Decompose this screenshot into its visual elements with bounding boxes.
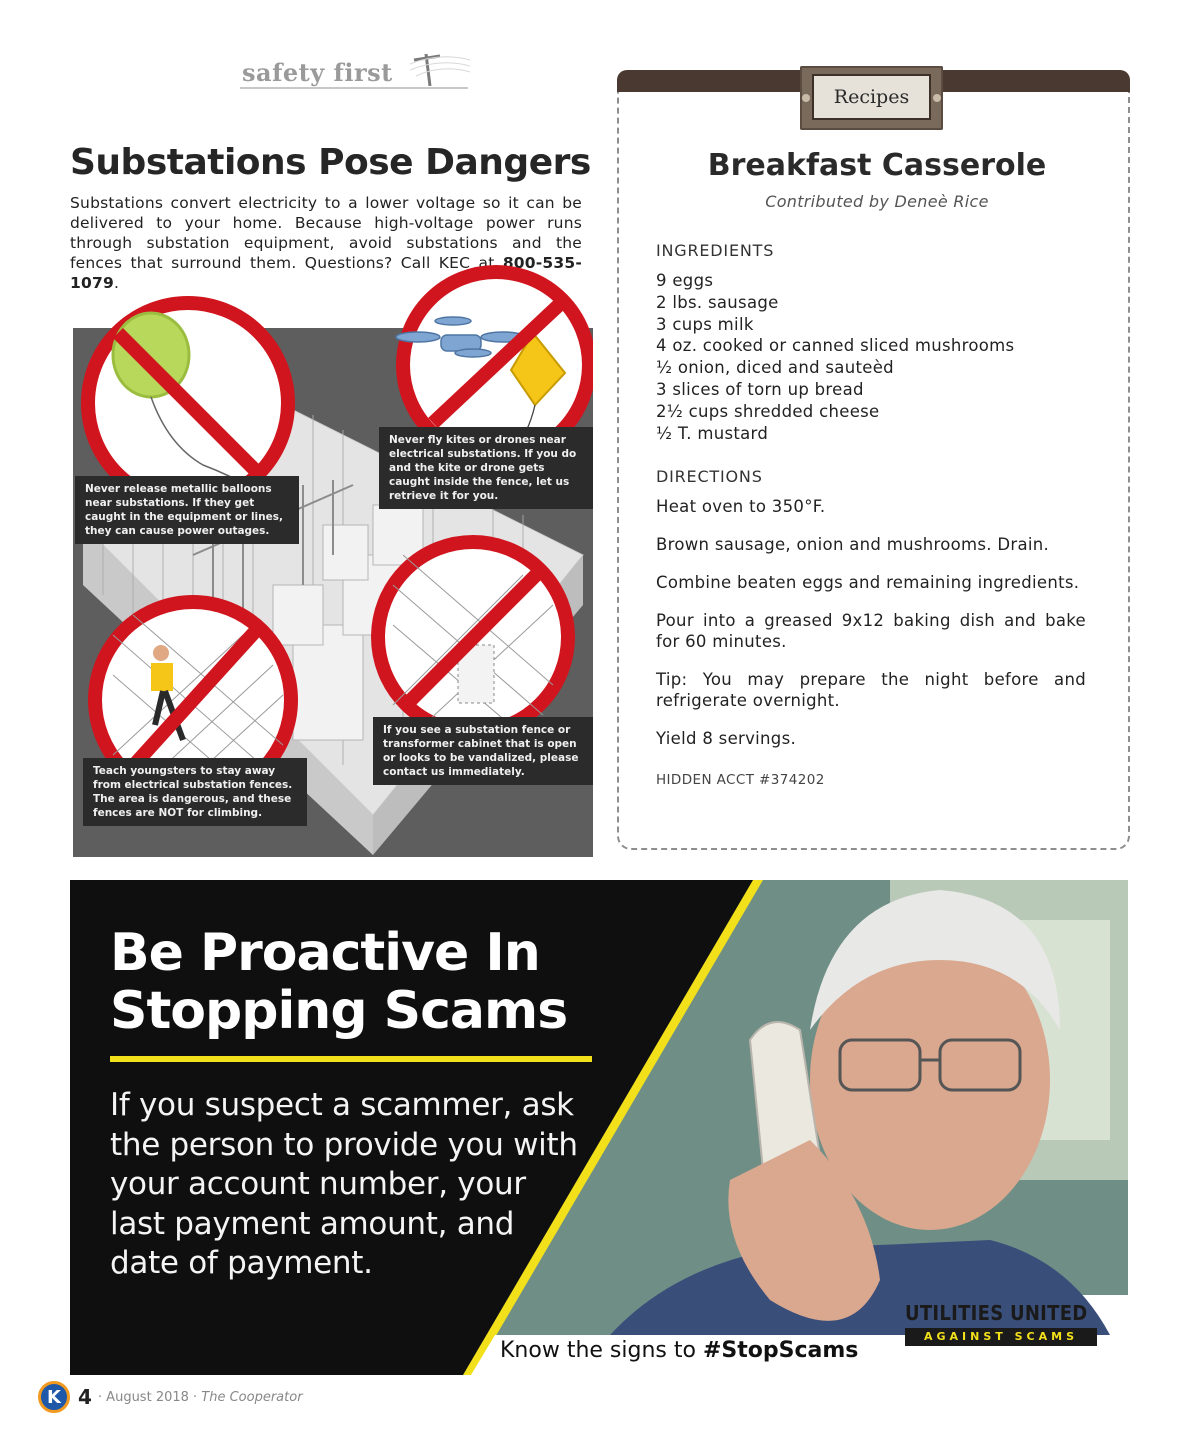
recipe-contributor: Contributed by Deneè Rice [765, 192, 989, 211]
substation-infographic [73, 255, 593, 857]
banner-title-line1: Be Proactive In [110, 923, 540, 983]
direction-step: Pour into a greased 9x12 baking dish and bake for 60 minutes. [656, 611, 1086, 651]
caption-kites: Never fly kites or drones near electrical substations. If you do and the kite or drone gets caught inside the fence, let us retrieve it for you. [379, 427, 593, 509]
recipe-tag-label-plate [812, 74, 931, 120]
ingredient-item: ½ onion, diced and sauteèd [656, 358, 894, 378]
recipe-tag-label: Recipes [833, 86, 910, 108]
ingredient-item: 3 slices of torn up bread [656, 379, 864, 399]
article-body-text: Substations convert electricity to a lower voltage so it can be delivered to your home. Because high-voltage power runs through substation equipment, avoid substations and the fences that surround them. Questions? Call KEC at [70, 194, 582, 272]
banner-title [110, 924, 567, 1040]
directions-heading: DIRECTIONS [656, 467, 763, 486]
ingredients-list [656, 270, 1014, 444]
banner-tagline [500, 1338, 858, 1363]
direction-step: Heat oven to 350°F. [656, 497, 826, 516]
page-number: 4 [78, 1385, 92, 1409]
recipe-tag [800, 66, 943, 130]
banner-hashtag: #StopScams [702, 1338, 859, 1363]
screw-icon [802, 94, 810, 102]
utility-pole-icon [410, 50, 470, 90]
ingredient-item: 2½ cups shredded cheese [656, 401, 880, 421]
caption-climbing: Teach youngsters to stay away from electrical substation fences. The area is dangerous, and these fences are NOT for climbing. [83, 758, 307, 826]
article-body-end: . [113, 274, 120, 292]
ingredient-item: 3 cups milk [656, 314, 754, 334]
direction-step: Tip: You may prepare the night before and refrigerate overnight. [656, 670, 1086, 710]
direction-step: Brown sausage, onion and mushrooms. Drain. [656, 535, 1050, 554]
utilities-united-logo [905, 1301, 1115, 1346]
section-header [240, 50, 470, 92]
ingredient-item: ½ T. mustard [656, 423, 769, 443]
recipe-title: Breakfast Casserole [707, 148, 1047, 183]
brand-line1: UTILITIES UNITED [905, 1301, 1088, 1325]
screw-icon [933, 94, 941, 102]
section-rule [240, 87, 468, 89]
page-footer [38, 1382, 303, 1412]
brand-line2: AGAINST SCAMS [905, 1328, 1097, 1346]
directions-list [656, 496, 1086, 766]
article-title: Substations Pose Dangers [70, 142, 591, 183]
caption-balloons: Never release metallic balloons near substations. If they get caught in the equipment or lines, they can cause power outages. [75, 476, 299, 544]
caption-vandalized: If you see a substation fence or transformer cabinet that is open or looks to be vandalized, please contact us immediately. [373, 717, 593, 785]
scam-banner [70, 880, 1128, 1375]
ingredients-heading: INGREDIENTS [656, 241, 775, 260]
direction-step: Combine beaten eggs and remaining ingredients. [656, 573, 1080, 592]
hidden-account-number: HIDDEN ACCT #374202 [656, 772, 825, 788]
ingredient-item: 2 lbs. sausage [656, 292, 779, 312]
cooperative-logo-icon: K [38, 1381, 70, 1413]
section-label: safety first [242, 58, 393, 87]
banner-title-line2: Stopping Scams [110, 981, 568, 1041]
ingredient-item: 4 oz. cooked or canned sliced mushrooms [656, 336, 1015, 356]
publication-name: The Cooperator [201, 1389, 303, 1405]
ingredient-item: 9 eggs [656, 271, 714, 290]
issue-date: · August 2018 · [97, 1389, 202, 1405]
phone-number: 800-535-1079 [70, 254, 582, 292]
banner-body: If you suspect a scammer, ask the person to provide you with your account number, your last payment amount, and date of payment. [110, 1087, 578, 1281]
banner-tagline-text: Know the signs to [500, 1338, 703, 1363]
issue-info [98, 1390, 303, 1405]
banner-accent-rule [110, 1056, 592, 1062]
direction-step: Yield 8 servings. [656, 729, 797, 748]
